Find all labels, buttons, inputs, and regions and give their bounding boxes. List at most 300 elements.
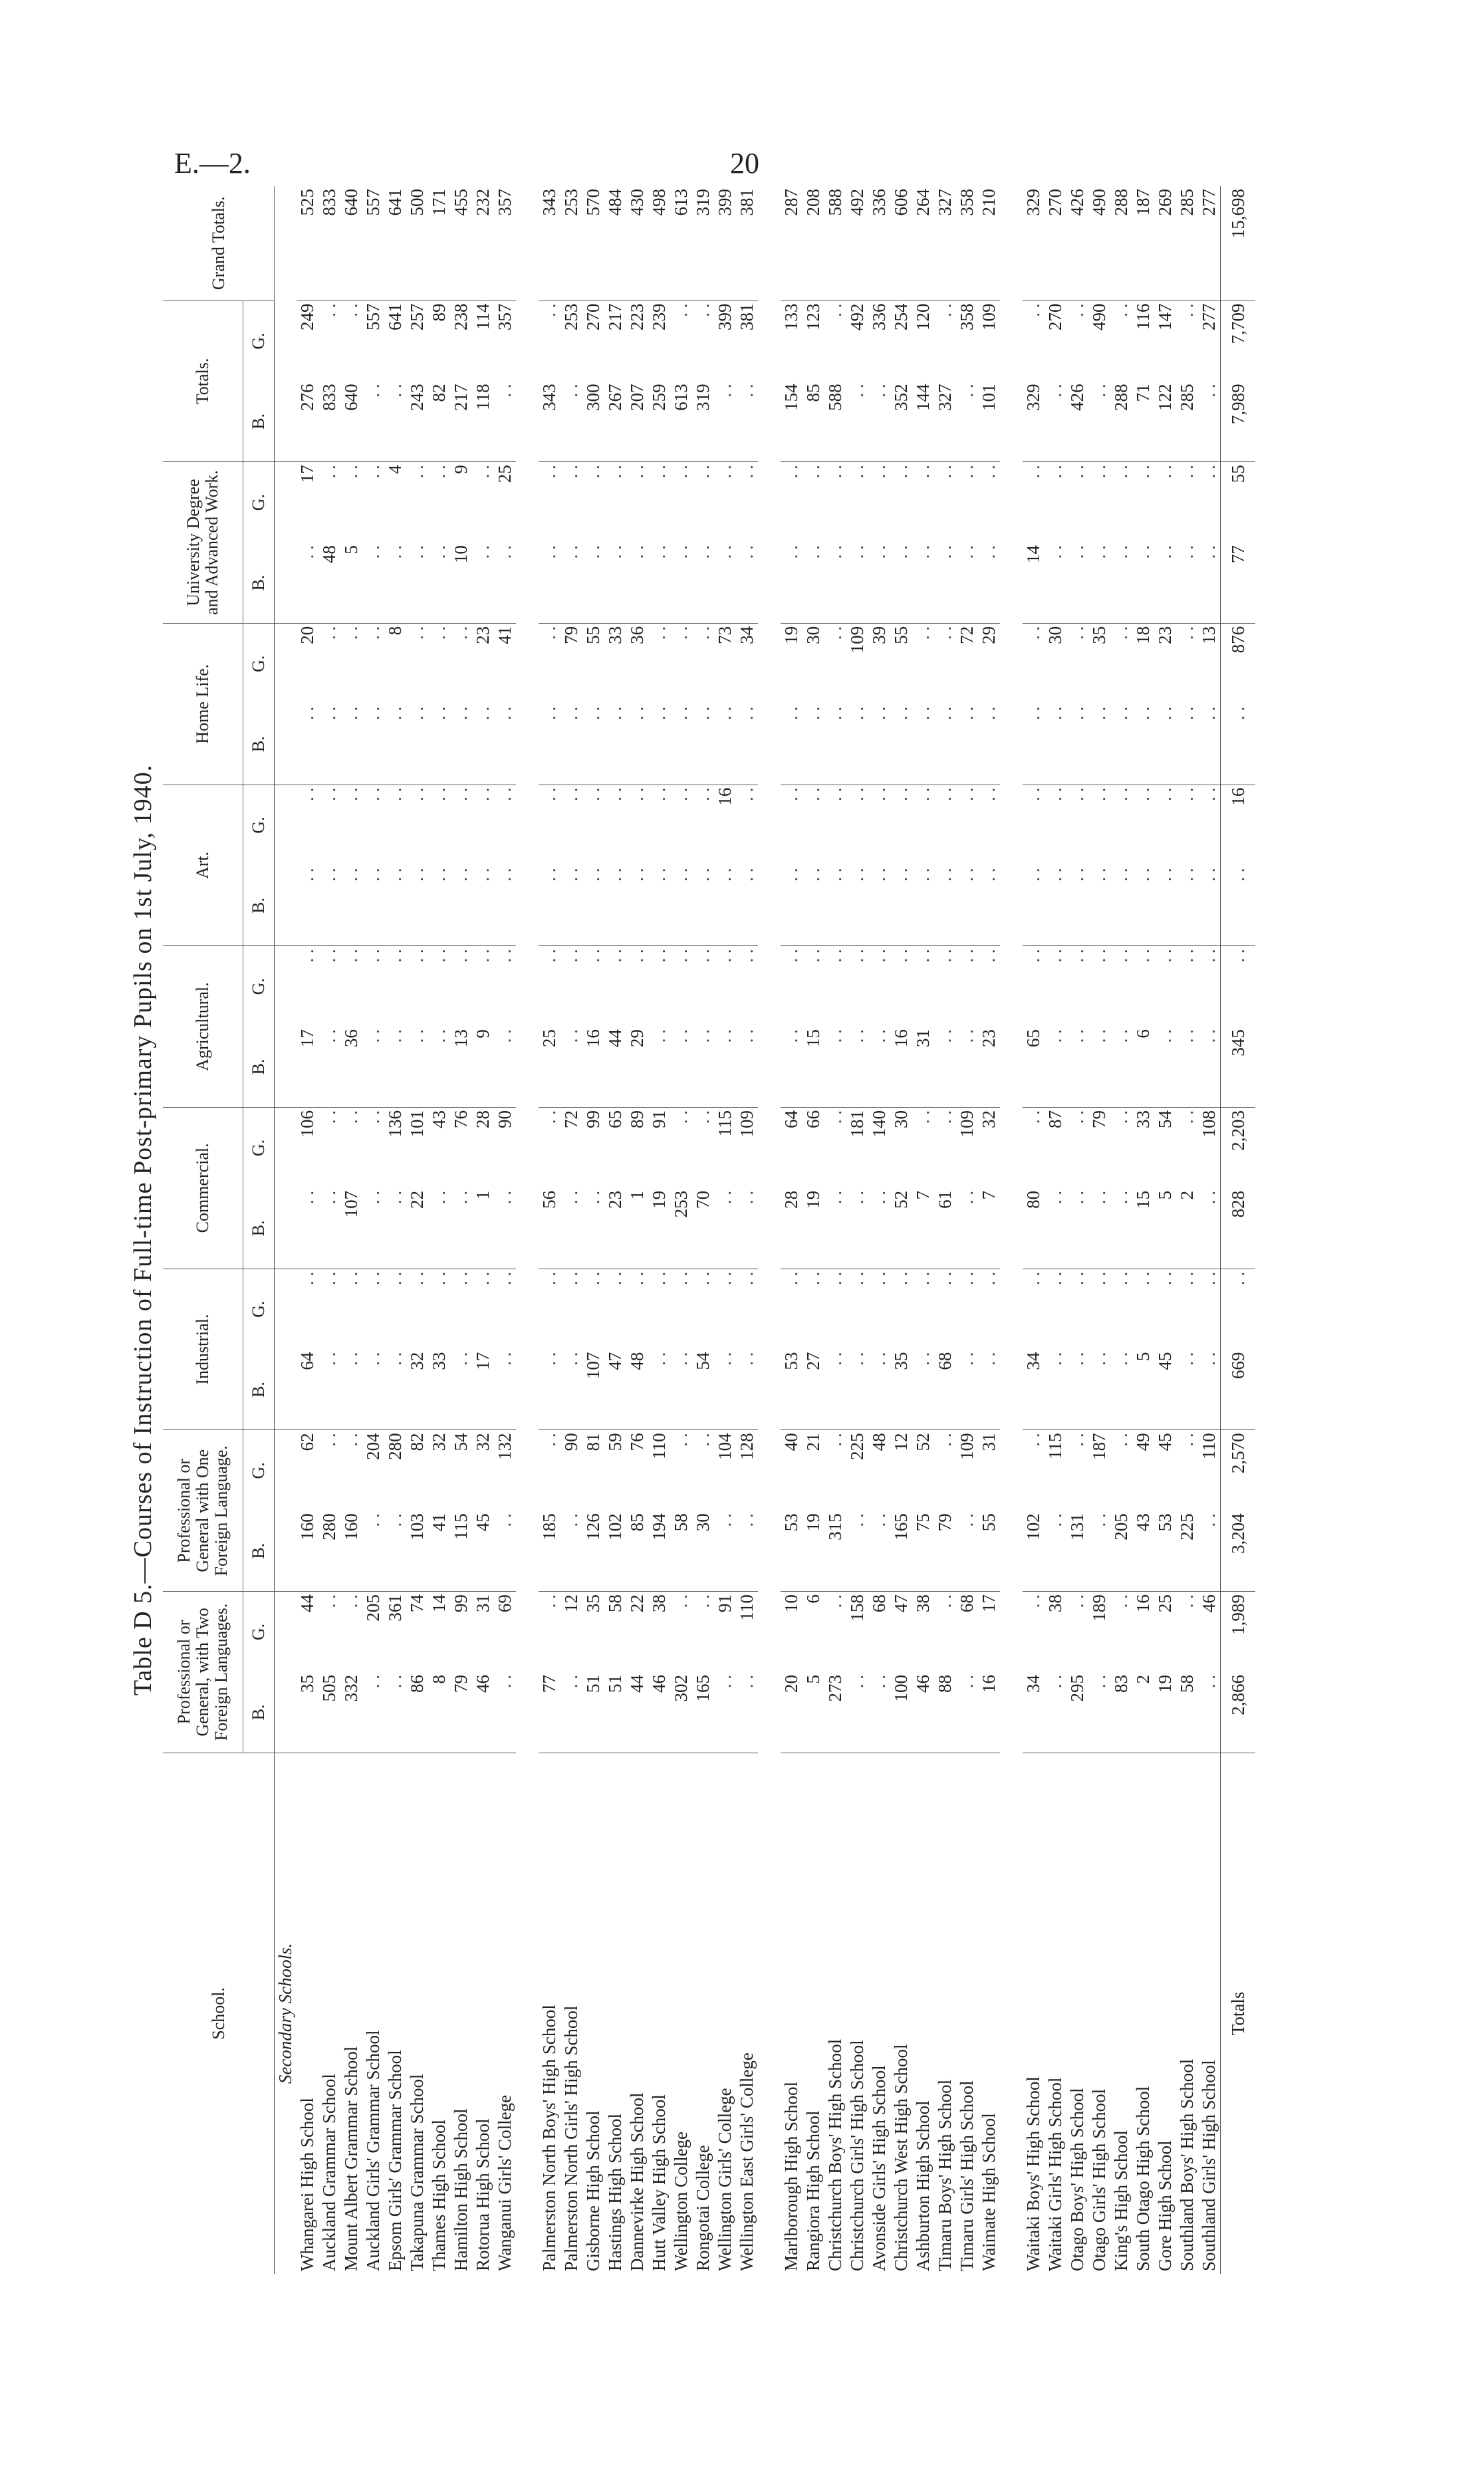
value-cell: 68	[934, 1350, 956, 1430]
value-cell: 102	[1023, 1511, 1045, 1591]
value-cell: 285	[1176, 186, 1198, 301]
value-cell: . .	[868, 1350, 890, 1430]
value-cell: . .	[494, 543, 516, 623]
value-cell: 104	[715, 1433, 735, 1460]
value-cell: 430	[626, 186, 648, 301]
value-cell: 51	[582, 1672, 604, 1753]
value-cell: . .	[494, 1188, 516, 1269]
school-name: Waimate High School	[979, 2113, 999, 2271]
value-cell: 160	[297, 1511, 318, 1591]
value-cell: . .	[935, 1271, 955, 1285]
value-cell: 110	[1199, 1433, 1219, 1459]
value-cell: 7	[912, 1188, 934, 1269]
school-name: King's High School	[1111, 2130, 1131, 2271]
value-cell: . .	[869, 787, 889, 801]
value-cell: . .	[450, 704, 472, 785]
value-cell: 76	[451, 1110, 471, 1129]
value-cell: . .	[429, 626, 449, 640]
value-cell: . .	[582, 543, 604, 623]
school-name: Dannevirke High School	[627, 2092, 647, 2271]
table-row	[1110, 186, 1132, 2274]
value-cell: . .	[1155, 465, 1175, 479]
value-cell: . .	[1154, 543, 1176, 623]
value-cell: . .	[671, 1110, 691, 1124]
value-cell: . .	[1067, 787, 1087, 801]
value-cell: . .	[935, 465, 955, 479]
value-cell: . .	[1066, 1027, 1088, 1107]
value-cell: 14	[1023, 543, 1045, 623]
value-cell: . .	[362, 1188, 384, 1269]
value-cell: 68	[957, 1594, 977, 1613]
value-cell: 253	[561, 303, 581, 331]
value-cell: . .	[451, 1271, 471, 1285]
value-cell: . .	[868, 543, 890, 623]
table-row	[1023, 186, 1045, 2274]
value-cell: . .	[737, 1271, 757, 1285]
value-cell: . .	[824, 1350, 846, 1430]
table-row	[1154, 186, 1176, 2274]
value-cell: . .	[912, 1350, 934, 1430]
value-cell: 23	[604, 1188, 626, 1269]
table-row	[494, 186, 516, 2274]
school-name: Christchurch Girls' High School	[847, 2040, 867, 2271]
value-cell: . .	[1023, 787, 1043, 801]
value-cell: . .	[473, 787, 493, 801]
value-cell: . .	[494, 1511, 516, 1591]
value-cell: . .	[1155, 787, 1175, 801]
value-cell: 144	[912, 381, 934, 461]
value-cell: . .	[319, 787, 339, 801]
value-cell: . .	[384, 381, 406, 461]
value-cell: . .	[1199, 949, 1219, 963]
value-cell: . .	[604, 704, 626, 785]
value-cell: 132	[495, 1433, 515, 1460]
school-name: Otago Boys' High School	[1067, 2088, 1087, 2271]
school-name: Gore High School	[1155, 2140, 1175, 2271]
value-cell: . .	[384, 543, 406, 623]
girls-subheader: G.	[243, 1592, 275, 1672]
value-cell: 52	[890, 1188, 912, 1269]
value-cell: 253	[670, 1188, 692, 1269]
school-name: Ashburton High School	[913, 2100, 933, 2271]
value-cell: . .	[407, 949, 427, 963]
section-row	[275, 186, 297, 2274]
value-cell: 83	[1110, 1672, 1132, 1753]
value-cell: . .	[319, 465, 339, 479]
value-cell: 277	[1198, 186, 1221, 301]
value-cell: . .	[1110, 543, 1132, 623]
value-cell: 101	[978, 381, 1000, 461]
value-cell: 399	[714, 186, 736, 301]
value-cell: 381	[737, 303, 757, 331]
value-cell: . .	[824, 704, 846, 785]
value-cell: . .	[1067, 1594, 1087, 1608]
value-cell: . .	[539, 1271, 559, 1285]
value-cell: . .	[1111, 1110, 1131, 1124]
table-row	[803, 186, 824, 2274]
value-cell: . .	[473, 1271, 493, 1285]
value-cell: . .	[693, 1110, 713, 1124]
total-value-cell: 345	[1221, 1027, 1256, 1107]
value-cell: 34	[1023, 1350, 1045, 1430]
value-cell: . .	[495, 1271, 515, 1285]
value-cell: . .	[1066, 704, 1088, 785]
value-cell: . .	[803, 787, 823, 801]
value-cell: . .	[1155, 1271, 1175, 1285]
value-cell: 280	[385, 1433, 405, 1460]
total-value-cell: . .	[1221, 865, 1256, 945]
value-cell: 136	[385, 1110, 405, 1138]
value-cell: 33	[605, 626, 625, 644]
value-cell: . .	[472, 543, 494, 623]
table-row	[846, 186, 868, 2274]
group-header: Home Life.	[163, 623, 243, 785]
value-cell: . .	[1088, 704, 1110, 785]
value-cell: . .	[627, 787, 647, 801]
value-cell: . .	[1067, 949, 1087, 963]
value-cell: . .	[913, 949, 933, 963]
value-cell: 22	[627, 1594, 647, 1613]
value-cell: 61	[934, 1188, 956, 1269]
value-cell: . .	[626, 543, 648, 623]
value-cell: 86	[406, 1672, 428, 1753]
value-cell: . .	[1045, 1188, 1066, 1269]
value-cell: 64	[781, 1110, 801, 1129]
value-cell: 20	[781, 1672, 803, 1753]
value-cell: 30	[891, 1110, 911, 1129]
value-cell: 208	[803, 186, 824, 301]
value-cell: 46	[912, 1672, 934, 1753]
value-cell: 40	[781, 1433, 801, 1451]
value-cell: 254	[891, 303, 911, 331]
value-cell: . .	[693, 949, 713, 963]
boys-subheader: B.	[243, 704, 275, 785]
value-cell: 187	[1089, 1433, 1109, 1460]
table-row	[956, 186, 978, 2274]
value-cell: 500	[406, 186, 428, 301]
value-cell: . .	[1023, 465, 1043, 479]
boys-subheader: B.	[243, 1027, 275, 1107]
empty-cell	[275, 1511, 297, 1591]
value-cell: 9	[451, 465, 471, 474]
value-cell: 85	[626, 1511, 648, 1591]
value-cell: . .	[891, 1271, 911, 1285]
value-cell: . .	[956, 1511, 978, 1591]
value-cell: . .	[956, 1188, 978, 1269]
boys-subheader: B.	[243, 1188, 275, 1269]
value-cell: 133	[781, 303, 801, 331]
value-cell: . .	[341, 465, 361, 479]
value-cell: . .	[1154, 1027, 1176, 1107]
value-cell: . .	[428, 1027, 450, 1107]
value-cell: . .	[297, 543, 318, 623]
table-row	[934, 186, 956, 2274]
value-cell: . .	[341, 1271, 361, 1285]
group-header: Totals.	[163, 301, 243, 462]
value-cell: . .	[1023, 626, 1043, 640]
value-cell: 5	[1132, 1350, 1154, 1430]
value-cell: . .	[1045, 1350, 1066, 1430]
value-cell: . .	[297, 865, 318, 945]
value-cell: . .	[341, 626, 361, 640]
value-cell: . .	[1177, 303, 1197, 317]
value-cell: 46	[648, 1672, 670, 1753]
value-cell: 223	[627, 303, 647, 331]
value-cell: 29	[626, 1027, 648, 1107]
value-cell: . .	[803, 543, 824, 623]
value-cell: . .	[363, 787, 383, 801]
value-cell: 33	[1133, 1110, 1153, 1129]
value-cell: 16	[715, 787, 735, 806]
value-cell: 55	[978, 1511, 1000, 1591]
value-cell: . .	[846, 865, 868, 945]
school-name: Timaru Boys' High School	[935, 2079, 955, 2271]
value-cell: . .	[956, 704, 978, 785]
value-cell: 25	[539, 1027, 560, 1107]
value-cell: . .	[605, 1271, 625, 1285]
value-cell: 56	[539, 1188, 560, 1269]
table-row	[604, 186, 626, 2274]
value-cell: 35	[297, 1672, 318, 1753]
school-name: Epsom Girls' Grammar School	[385, 2050, 405, 2271]
value-cell: 205	[1110, 1511, 1132, 1591]
value-cell: . .	[693, 303, 713, 317]
value-cell: 140	[869, 1110, 889, 1138]
value-cell: . .	[825, 1433, 845, 1447]
value-cell: . .	[319, 1271, 339, 1285]
value-cell: . .	[450, 1350, 472, 1430]
value-cell: . .	[825, 1594, 845, 1608]
value-cell: 8	[428, 1672, 450, 1753]
value-cell: 41	[495, 626, 515, 644]
school-name: Wellington Girls' College	[715, 2088, 735, 2271]
value-cell: . .	[627, 949, 647, 963]
value-cell: . .	[319, 1594, 339, 1608]
value-cell: . .	[671, 1271, 691, 1285]
value-cell: 319	[692, 186, 714, 301]
value-cell: 53	[1154, 1511, 1176, 1591]
value-cell: . .	[363, 949, 383, 963]
value-cell: 35	[890, 1350, 912, 1430]
value-cell: . .	[319, 626, 339, 640]
value-cell: 16	[1133, 1594, 1153, 1613]
value-cell: 32	[406, 1350, 428, 1430]
girls-subheader: G.	[243, 462, 275, 543]
value-cell: . .	[934, 865, 956, 945]
value-cell: . .	[406, 543, 428, 623]
table-row	[736, 186, 758, 2274]
girls-subheader: G.	[243, 946, 275, 1027]
value-cell: . .	[781, 465, 801, 479]
table-row	[582, 186, 604, 2274]
value-cell: . .	[912, 543, 934, 623]
value-cell: 79	[561, 626, 581, 644]
value-cell: . .	[494, 865, 516, 945]
value-cell: . .	[737, 949, 757, 963]
value-cell: 6	[803, 1594, 823, 1604]
value-cell: . .	[846, 1188, 868, 1269]
value-cell: . .	[363, 626, 383, 640]
table-row	[978, 186, 1000, 2274]
value-cell: 17	[297, 465, 317, 483]
value-cell: 69	[495, 1594, 515, 1613]
value-cell: 505	[318, 1672, 340, 1753]
value-cell: 53	[781, 1511, 803, 1591]
table-row	[1088, 186, 1110, 2274]
value-cell: 332	[340, 1672, 362, 1753]
value-cell: . .	[406, 704, 428, 785]
value-cell: 13	[1199, 626, 1219, 644]
value-cell: . .	[407, 1271, 427, 1285]
value-cell: 66	[803, 1110, 823, 1129]
value-cell: . .	[714, 1027, 736, 1107]
value-cell: 54	[451, 1433, 471, 1451]
value-cell: 833	[318, 381, 340, 461]
value-cell: 17	[472, 1350, 494, 1430]
value-cell: 17	[979, 1594, 999, 1613]
value-cell: 81	[583, 1433, 603, 1451]
value-cell: . .	[1088, 1672, 1110, 1753]
page-number: 20	[730, 147, 759, 180]
value-cell: . .	[869, 1271, 889, 1285]
value-cell: 72	[957, 626, 977, 644]
value-cell: 18	[1133, 626, 1153, 644]
value-cell: . .	[1199, 1271, 1219, 1285]
value-cell: . .	[824, 1027, 846, 1107]
value-cell: 85	[803, 381, 824, 461]
value-cell: . .	[495, 787, 515, 801]
value-cell: . .	[605, 787, 625, 801]
table-row	[340, 186, 362, 2274]
value-cell: . .	[649, 787, 669, 801]
value-cell: . .	[846, 543, 868, 623]
value-cell: . .	[736, 1672, 758, 1753]
school-name: Wanganui Girls' College	[495, 2094, 515, 2271]
value-cell: . .	[714, 543, 736, 623]
table-row	[560, 186, 582, 2274]
value-cell: . .	[1088, 1350, 1110, 1430]
value-cell: 43	[1132, 1511, 1154, 1591]
value-cell: 90	[561, 1433, 581, 1451]
empty-cell	[275, 1430, 297, 1511]
value-cell: . .	[935, 1110, 955, 1124]
value-cell: . .	[979, 787, 999, 801]
value-cell: . .	[1111, 1433, 1131, 1447]
value-cell: 35	[1089, 626, 1109, 644]
value-cell: . .	[406, 865, 428, 945]
value-cell: . .	[935, 787, 955, 801]
value-cell: 22	[406, 1188, 428, 1269]
value-cell: 87	[1045, 1110, 1065, 1129]
girls-subheader: G.	[243, 1430, 275, 1511]
value-cell: . .	[1023, 1433, 1043, 1447]
value-cell: . .	[781, 949, 801, 963]
value-cell: . .	[297, 787, 317, 801]
value-cell: 36	[340, 1027, 362, 1107]
value-cell: . .	[561, 949, 581, 963]
value-cell: . .	[1045, 704, 1066, 785]
spacer-cell	[758, 186, 781, 2274]
table-row	[1066, 186, 1088, 2274]
value-cell: 44	[297, 1594, 317, 1613]
value-cell: . .	[341, 1110, 361, 1124]
empty-cell	[275, 381, 297, 461]
group-header: Art.	[163, 785, 243, 946]
value-cell: 38	[913, 1594, 933, 1613]
value-cell: . .	[1045, 543, 1066, 623]
value-cell: . .	[736, 704, 758, 785]
total-value-cell: . .	[1221, 704, 1256, 785]
value-cell: . .	[406, 1027, 428, 1107]
value-cell: 103	[406, 1511, 428, 1591]
table-row	[1198, 186, 1221, 2274]
value-cell: 25	[1155, 1594, 1175, 1613]
value-cell: . .	[912, 704, 934, 785]
value-cell: 74	[407, 1594, 427, 1613]
value-cell: . .	[319, 949, 339, 963]
value-cell: 492	[847, 303, 867, 331]
empty-cell	[275, 301, 297, 381]
value-cell: . .	[1088, 381, 1110, 461]
value-cell: . .	[384, 1672, 406, 1753]
value-cell: 19	[803, 1511, 824, 1591]
value-cell: . .	[1177, 626, 1197, 640]
value-cell: . .	[890, 543, 912, 623]
school-name: Marlborough High School	[781, 2082, 801, 2271]
total-value-cell: . .	[1221, 946, 1256, 1027]
value-cell: . .	[956, 381, 978, 461]
value-cell: . .	[582, 704, 604, 785]
value-cell: . .	[340, 865, 362, 945]
value-cell: . .	[473, 949, 493, 963]
value-cell: . .	[737, 787, 757, 801]
value-cell: . .	[979, 949, 999, 963]
table-row	[648, 186, 670, 2274]
value-cell: 10	[781, 1594, 801, 1613]
group-header: University Degree and Advanced Work.	[163, 462, 243, 624]
school-name: Rotorua High School	[473, 2118, 493, 2271]
value-cell: 15	[1132, 1188, 1154, 1269]
value-cell: . .	[494, 1350, 516, 1430]
value-cell: 71	[1132, 381, 1154, 461]
section-label: Secondary Schools.	[275, 1943, 295, 2084]
value-cell: 46	[472, 1672, 494, 1753]
value-cell: . .	[1045, 1511, 1066, 1591]
empty-cell	[275, 1027, 297, 1107]
value-cell: . .	[846, 381, 868, 461]
table-row	[450, 186, 472, 2274]
value-cell: 588	[824, 186, 846, 301]
value-cell: 498	[648, 186, 670, 301]
value-cell: . .	[1045, 1027, 1066, 1107]
value-cell: . .	[1089, 949, 1109, 963]
value-cell: 23	[473, 626, 493, 644]
value-cell: . .	[428, 704, 450, 785]
value-cell: 588	[824, 381, 846, 461]
value-cell: 7	[978, 1188, 1000, 1269]
value-cell: 88	[934, 1672, 956, 1753]
value-cell: 12	[891, 1433, 911, 1451]
value-cell: . .	[428, 865, 450, 945]
value-cell: . .	[1176, 543, 1198, 623]
empty-cell	[275, 1269, 297, 1349]
value-cell: 253	[560, 186, 582, 301]
value-cell: . .	[934, 704, 956, 785]
value-cell: . .	[560, 1672, 582, 1753]
value-cell: 358	[956, 186, 978, 301]
value-cell: 70	[692, 1188, 714, 1269]
value-cell: . .	[362, 704, 384, 785]
